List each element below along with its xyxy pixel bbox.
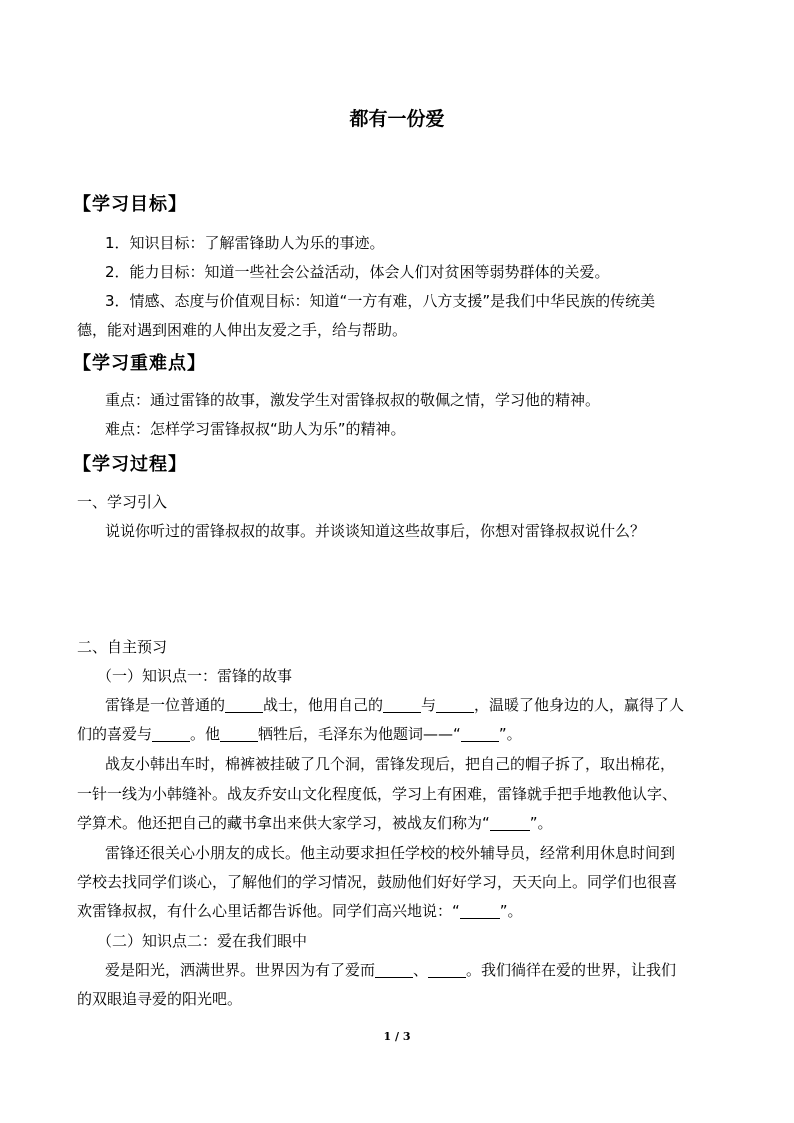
goals-heading: 【学习目标】 [73, 194, 187, 215]
paragraph-4-line-1 [105, 959, 755, 980]
paragraph-1-line-2 [77, 723, 727, 744]
paragraph-2-line-1: 战友小韩出车时，棉裤被挂破了几个洞，雷锋发现后，把自己的帽子拆了，取出棉花， [105, 755, 676, 773]
text-segment: 学算术。他还把自己的藏书拿出来供大家学习，被战友们称为“ [77, 814, 490, 832]
text-segment: ，温暖了他身边的人，赢得了人 [474, 696, 685, 714]
text-segment: 。我们徜徉在爱的世界，让我们 [466, 961, 677, 979]
intro-text: 说说你听过的雷锋叔叔的故事。并谈谈知道这些故事后，你想对雷锋叔叔说什么？ [105, 522, 646, 540]
text-segment: 雷锋是一位普通的 [105, 696, 226, 714]
fill-blank[interactable] [225, 697, 263, 713]
fill-blank[interactable] [220, 726, 258, 742]
text-segment: 与 [421, 696, 437, 714]
text-segment: 。他 [190, 725, 221, 743]
hard-point: 难点：怎样学习雷锋叔叔“助人为乐”的精神。 [105, 420, 406, 438]
text-segment: ”。 [498, 725, 522, 743]
key-point: 重点：通过雷锋的故事，激发学生对雷锋叔叔的敬佩之情，学习他的精神。 [105, 391, 601, 409]
goal-3-line-1: 3．情感、态度与价值观目标：知道“一方有难，八方支援”是我们中华民族的传统美 [105, 292, 656, 310]
fill-blank[interactable] [436, 697, 474, 713]
text-segment: 战士，他用自己的 [263, 696, 384, 714]
fill-blank[interactable] [152, 726, 190, 742]
paragraph-3-line-1: 雷锋还很关心小朋友的成长。他主动要求担任学校的校外辅导员，经常利用休息时间到 [105, 844, 676, 862]
goal-1: 1．知识目标：了解雷锋助人为乐的事迹。 [105, 234, 385, 252]
fill-blank[interactable] [460, 903, 500, 919]
text-segment: 爱是阳光，洒满世界。世界因为有了爱而 [105, 961, 376, 979]
point-1-title: （一）知识点一：雷锋的故事 [97, 667, 293, 685]
text-segment: 们的喜爱与 [77, 725, 153, 743]
goal-2: 2．能力目标：知道一些社会公益活动，体会人们对贫困等弱势群体的关爱。 [105, 263, 610, 281]
key-points-heading: 【学习重难点】 [73, 353, 206, 374]
text-segment: ”。 [499, 902, 523, 920]
paragraph-3-line-3 [77, 900, 727, 921]
fill-blank[interactable] [490, 815, 530, 831]
page-number: 1 / 3 [383, 1030, 411, 1043]
goal-3-line-2: 德，能对遇到困难的人伸出友爱之手，给与帮助。 [77, 321, 408, 339]
preview-title: 二、自主预习 [77, 638, 168, 656]
fill-blank[interactable] [383, 697, 421, 713]
paragraph-2-line-3 [77, 812, 727, 833]
text-segment: 、 [413, 961, 429, 979]
paragraph-3-line-2: 学校去找同学们谈心，了解他们的学习情况，鼓励他们好好学习，天天向上。同学们也很喜 [77, 873, 678, 891]
page-title: 都有一份爱 [349, 108, 445, 130]
fill-blank[interactable] [461, 726, 499, 742]
text-segment: 欢雷锋叔叔，有什么心里话都告诉他。同学们高兴地说：“ [77, 902, 460, 920]
fill-blank[interactable] [428, 962, 466, 978]
text-segment: 牺牲后，毛泽东为他题词——“ [258, 725, 461, 743]
paragraph-1-line-1 [105, 694, 755, 715]
point-2-title: （二）知识点二：爱在我们眼中 [97, 932, 308, 950]
text-segment: ”。 [529, 814, 553, 832]
process-heading: 【学习过程】 [73, 454, 187, 475]
paragraph-4-line-2: 的双眼追寻爱的阳光吧。 [77, 990, 243, 1008]
fill-blank[interactable] [375, 962, 413, 978]
intro-title: 一、学习引入 [77, 493, 168, 511]
paragraph-2-line-2: 一针一线为小韩缝补。战友乔安山文化程度低，学习上有困难，雷锋就手把手地教他认字、 [77, 785, 678, 803]
